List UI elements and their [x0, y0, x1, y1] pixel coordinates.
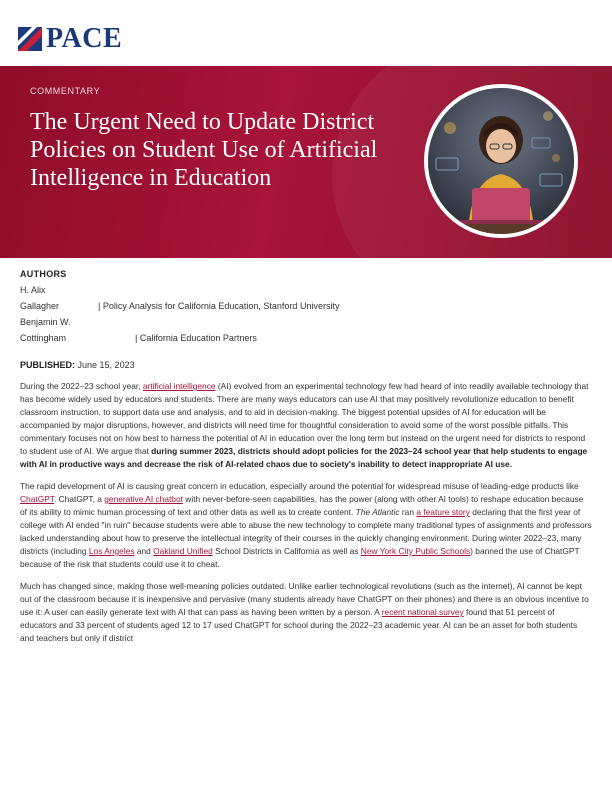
paragraph	[20, 580, 592, 645]
author-name[interactable]: Benjamin W.	[20, 317, 71, 327]
link-generative-ai-chatbot[interactable]: generative AI chatbot	[104, 494, 183, 504]
author-name[interactable]: Cottingham	[20, 333, 67, 343]
author-name[interactable]: Gallagher	[20, 301, 60, 311]
bold-argument: during summer 2023, districts should adopt policies for the 2023–24 school year that help students to engage with AI in productive ways and decrease the risk of AI-related chaos due to society's inability to detect inappropriate AI use.	[20, 446, 588, 469]
text-run: During the 2022–23 school year,	[20, 381, 143, 391]
text-run: with never-before-seen capabilities, has the power (along with other AI tools) to reshape education because of its ability to mimic human processing of text and other data as well as to create content.	[20, 494, 584, 517]
text-run: and	[134, 546, 154, 556]
text-run: ) banned the use of ChatGPT because of the risk that students could use it to cheat.	[20, 546, 580, 569]
text-run: (AI) evolved from an experimental technology few had heard of into readily available technology that has become widely used by educators and students. There are many ways educators can use AI that may positively revolutionize education to benefit classroom instruction, to support data use and analysis, and to aid in decision-making. The biggest potential upsides of AI for education will be accompanied by major disruptions, however, and districts will need time for thoughtful consideration to avoid some of the worst possible pitfalls. This commentary focuses not on how best to harness the potential of AI in education over the long term but instead on the urgent need for districts to respond to student use of AI. We argue that	[20, 381, 589, 456]
pace-logo-mark-icon	[18, 27, 42, 51]
text-run: The rapid development of AI is causing great concern in education, especially around the potential for widespread misuse of leading-edge products like	[20, 481, 579, 491]
page-title: The Urgent Need to Update District Policies on Student Use of Artificial Intelligence in Education	[30, 109, 378, 191]
published-label: PUBLISHED:	[20, 360, 76, 370]
author-entry	[20, 282, 592, 314]
authors-section	[20, 266, 592, 346]
paragraph	[20, 480, 592, 571]
link-feature-story[interactable]: a feature story	[416, 507, 470, 517]
text-run: found that 51 percent of educators and 33 percent of students aged 12 to 17 used ChatGPT for school during the 2022–23 academic year. AI can be an asset for both students and teachers but only if district	[20, 607, 578, 643]
article-body	[20, 380, 592, 654]
publication-name: The Atlantic	[355, 507, 400, 517]
article-type-label: COMMENTARY	[30, 86, 101, 96]
text-run: declaring that the first year of college with AI ended "in ruin" because students were able to abuse the new technology to complete many traditional types of assignments and professors lacked understanding about how to preserve the intellectual integrity of their courses in the quickly changing environment. During winter 2022–23, many districts (including	[20, 507, 592, 556]
author-affiliation: | Policy Analysis for California Education, Stanford University	[98, 301, 340, 311]
author-name[interactable]: H. Alix	[20, 285, 46, 295]
link-chatgpt[interactable]: ChatGPT	[20, 494, 54, 504]
paragraph	[20, 380, 592, 471]
pace-logo-text: PACE	[46, 23, 123, 54]
published-date	[20, 359, 135, 371]
author-affiliation: | California Education Partners	[135, 333, 257, 343]
link-nyc-public-schools[interactable]: New York City Public Schools	[360, 546, 471, 556]
text-run: ran	[399, 507, 417, 517]
link-los-angeles[interactable]: Los Angeles	[88, 546, 135, 556]
pace-logo[interactable]	[18, 24, 122, 54]
student-with-laptop-illustration-icon	[428, 88, 574, 234]
link-oakland-unified[interactable]: Oakland Unified	[153, 546, 213, 556]
text-run: School Districts in California as well as	[212, 546, 361, 556]
link-recent-national-survey[interactable]: recent national survey	[381, 607, 464, 617]
hero-photo	[424, 84, 578, 238]
text-run: . ChatGPT, a	[53, 494, 105, 504]
author-entry	[20, 314, 592, 346]
authors-heading: AUTHORS	[20, 269, 67, 279]
link-artificial-intelligence[interactable]: artificial intelligence	[142, 381, 216, 391]
text-run: Much has changed since, making those well-meaning policies outdated. Unlike earlier technological revolutions (such as the internet), AI cannot be kept out of the classroom because it is inexpensive and pervasive (many students already have ChatGPT on their phones) and there is an obvious incentive to use it: A user can easily generate text with AI that can pass as having been written by a person. A	[20, 581, 589, 617]
published-value: June 15, 2023	[77, 360, 135, 370]
